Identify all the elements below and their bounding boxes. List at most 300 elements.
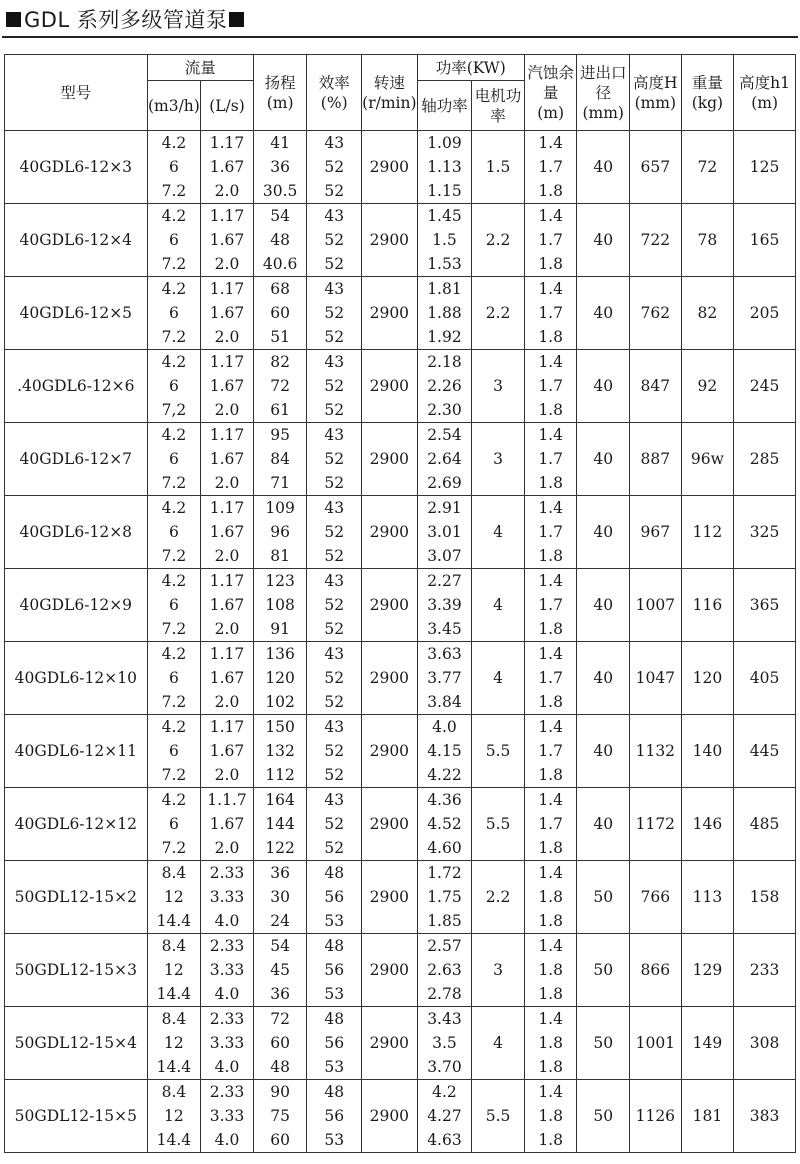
cell-flow-m3h-value: 14.4 — [156, 985, 192, 1003]
cell-shaft-power-value: 4.2 — [432, 1083, 457, 1101]
cell-model: 40GDL6-12×4 — [5, 204, 148, 277]
cell-bore: 50 — [577, 1080, 630, 1153]
cell-efficiency — [307, 861, 362, 934]
cell-head-value: 90 — [270, 1083, 290, 1101]
cell-shaft-power-value: 4.22 — [427, 766, 462, 784]
cell-head — [253, 861, 307, 934]
cell-shaft-power-value: 4.36 — [427, 791, 462, 809]
cell-height-h1: 308 — [734, 1007, 796, 1080]
cell-motor-power: 4 — [472, 642, 525, 715]
cell-model: 40GDL6-12×5 — [5, 277, 148, 350]
cell-head — [253, 788, 307, 861]
cell-flow-ls-value: 1.67 — [209, 450, 245, 468]
cell-shaft-power-value: 4.60 — [427, 839, 462, 857]
cell-weight: 96w — [681, 423, 734, 496]
cell-motor-power: 4 — [472, 496, 525, 569]
cell-bore: 50 — [577, 1007, 630, 1080]
cell-flow-m3h-value: 4.2 — [161, 718, 187, 736]
cell-bore: 40 — [577, 788, 630, 861]
cell-npsh-value: 1.4 — [538, 1010, 563, 1028]
cell-flow-ls-value: 1.67 — [209, 523, 245, 541]
cell-efficiency-value: 52 — [324, 669, 345, 687]
cell-height-h1: 383 — [734, 1080, 796, 1153]
cell-flow-ls — [201, 131, 254, 204]
table-row — [5, 131, 796, 204]
title-square-left — [6, 12, 21, 27]
cell-weight: 78 — [681, 204, 734, 277]
cell-head-value: 109 — [265, 499, 295, 517]
cell-head — [253, 423, 307, 496]
cell-flow-ls-value: 3.33 — [209, 888, 245, 906]
cell-speed: 2900 — [362, 642, 418, 715]
cell-npsh-value: 1.8 — [538, 255, 563, 273]
cell-motor-power: 2.2 — [472, 204, 525, 277]
cell-npsh-value: 1.7 — [538, 596, 563, 614]
cell-flow-ls — [201, 277, 254, 350]
table-row — [5, 788, 796, 861]
cell-flow-m3h-value: 12 — [164, 888, 184, 906]
cell-model: 50GDL12-15×5 — [5, 1080, 148, 1153]
cell-flow-m3h — [147, 277, 201, 350]
header-flow-ls: (L/s) — [201, 81, 254, 131]
header-npsh-unit: (m) — [537, 103, 565, 122]
header-flow-m3h: (m3/h) — [147, 81, 201, 131]
cell-efficiency — [307, 642, 362, 715]
cell-flow-m3h-value: 14.4 — [156, 912, 192, 930]
cell-flow-m3h-value: 4.2 — [161, 791, 187, 809]
cell-weight: 112 — [681, 496, 734, 569]
cell-npsh-value: 1.4 — [538, 1083, 563, 1101]
cell-npsh-value: 1.8 — [538, 328, 563, 346]
page-title — [6, 4, 244, 34]
cell-flow-m3h-value: 7.2 — [161, 839, 187, 857]
cell-shaft-power — [417, 788, 472, 861]
header-speed — [362, 55, 418, 131]
cell-shaft-power-value: 4.63 — [427, 1131, 462, 1149]
cell-efficiency — [307, 423, 362, 496]
cell-speed: 2900 — [362, 861, 418, 934]
cell-npsh-value: 1.7 — [538, 377, 563, 395]
cell-npsh-value: 1.4 — [538, 207, 563, 225]
table-row — [5, 350, 796, 423]
cell-flow-m3h-value: 6 — [168, 523, 179, 541]
cell-flow-ls — [201, 569, 254, 642]
cell-efficiency — [307, 1007, 362, 1080]
cell-head-value: 164 — [265, 791, 295, 809]
cell-flow-ls — [201, 1007, 254, 1080]
cell-head-value: 24 — [270, 912, 290, 930]
cell-efficiency-value: 52 — [324, 231, 345, 249]
cell-npsh-value: 1.8 — [538, 1131, 563, 1149]
cell-flow-m3h-value: 4.2 — [161, 134, 187, 152]
cell-efficiency-value: 53 — [324, 912, 345, 930]
cell-weight: 149 — [681, 1007, 734, 1080]
cell-npsh — [524, 715, 577, 788]
cell-flow-m3h-value: 12 — [164, 1107, 184, 1125]
cell-flow-ls — [201, 788, 254, 861]
cell-head-value: 72 — [270, 1010, 290, 1028]
cell-flow-m3h-value: 6 — [168, 742, 179, 760]
cell-speed: 2900 — [362, 423, 418, 496]
cell-flow-m3h — [147, 131, 201, 204]
cell-flow-ls-value: 2.0 — [214, 255, 240, 273]
table-row — [5, 496, 796, 569]
cell-flow-m3h-value: 6 — [168, 304, 179, 322]
cell-flow-ls-value: 3.33 — [209, 961, 245, 979]
cell-npsh-value: 1.8 — [538, 182, 563, 200]
cell-npsh-value: 1.7 — [538, 742, 563, 760]
cell-shaft-power-value: 2.63 — [427, 961, 462, 979]
cell-model: 40GDL6-12×8 — [5, 496, 148, 569]
cell-head-value: 91 — [270, 620, 290, 638]
cell-flow-m3h-value: 8.4 — [161, 1083, 187, 1101]
cell-shaft-power-value: 1.15 — [427, 182, 462, 200]
cell-efficiency-value: 52 — [324, 742, 345, 760]
cell-head — [253, 204, 307, 277]
cell-npsh-value: 1.4 — [538, 572, 563, 590]
cell-npsh-value: 1.8 — [538, 620, 563, 638]
cell-shaft-power-value: 4.0 — [432, 718, 457, 736]
cell-height-H: 1126 — [630, 1080, 682, 1153]
cell-shaft-power-value: 1.45 — [427, 207, 462, 225]
cell-flow-ls-value: 1.67 — [209, 815, 245, 833]
cell-npsh-value: 1.8 — [538, 1034, 563, 1052]
cell-speed: 2900 — [362, 934, 418, 1007]
cell-height-h1: 285 — [734, 423, 796, 496]
cell-height-h1: 365 — [734, 569, 796, 642]
cell-efficiency-value: 52 — [324, 328, 345, 346]
cell-npsh-value: 1.7 — [538, 450, 563, 468]
cell-flow-m3h — [147, 204, 201, 277]
cell-npsh-value: 1.8 — [538, 547, 563, 565]
cell-shaft-power-value: 3.07 — [427, 547, 462, 565]
cell-head-value: 68 — [270, 280, 290, 298]
cell-flow-m3h — [147, 1007, 201, 1080]
cell-shaft-power-value: 1.75 — [427, 888, 462, 906]
cell-head-value: 41 — [270, 134, 290, 152]
cell-flow-m3h-value: 7.2 — [161, 547, 187, 565]
cell-npsh — [524, 1007, 577, 1080]
cell-efficiency-value: 52 — [324, 182, 345, 200]
table-row — [5, 861, 796, 934]
cell-flow-m3h-value: 14.4 — [156, 1131, 192, 1149]
cell-head-value: 36 — [270, 864, 290, 882]
cell-shaft-power — [417, 423, 472, 496]
cell-height-h1: 245 — [734, 350, 796, 423]
cell-npsh-value: 1.4 — [538, 791, 563, 809]
header-height-h1-label: 高度h1 — [739, 73, 791, 92]
cell-efficiency-value: 52 — [324, 158, 345, 176]
cell-shaft-power-value: 2.30 — [427, 401, 462, 419]
cell-height-H: 1007 — [630, 569, 682, 642]
cell-shaft-power-value: 3.77 — [427, 669, 462, 687]
cell-flow-ls-value: 3.33 — [209, 1107, 245, 1125]
cell-weight: 113 — [681, 861, 734, 934]
cell-shaft-power-value: 2.69 — [427, 474, 462, 492]
cell-shaft-power-value: 2.18 — [427, 353, 462, 371]
cell-efficiency-value: 52 — [324, 377, 345, 395]
cell-head-value: 30.5 — [262, 182, 298, 200]
header-bore-label: 进出口径 — [579, 63, 627, 102]
cell-shaft-power — [417, 204, 472, 277]
cell-shaft-power — [417, 496, 472, 569]
cell-efficiency-value: 52 — [324, 450, 345, 468]
cell-npsh — [524, 496, 577, 569]
header-height-h1 — [734, 55, 796, 131]
cell-shaft-power — [417, 569, 472, 642]
cell-efficiency-value: 43 — [324, 134, 345, 152]
cell-shaft-power-value: 1.53 — [427, 255, 462, 273]
header-height-h1-unit: (m) — [751, 93, 778, 112]
cell-motor-power: 1.5 — [472, 131, 525, 204]
cell-bore: 40 — [577, 204, 630, 277]
cell-head-value: 120 — [265, 669, 295, 687]
cell-height-H: 1132 — [630, 715, 682, 788]
cell-flow-ls-value: 1.67 — [209, 304, 245, 322]
cell-flow-ls-value: 1.17 — [209, 426, 245, 444]
cell-npsh-value: 1.8 — [538, 401, 563, 419]
cell-flow-m3h-value: 7.2 — [161, 766, 187, 784]
cell-head-value: 60 — [270, 1131, 290, 1149]
cell-model: 40GDL6-12×3 — [5, 131, 148, 204]
cell-motor-power: 5.5 — [472, 1080, 525, 1153]
cell-height-h1: 405 — [734, 642, 796, 715]
cell-height-H: 766 — [630, 861, 682, 934]
cell-flow-ls-value: 3.33 — [209, 1034, 245, 1052]
cell-weight: 129 — [681, 934, 734, 1007]
cell-npsh-value: 1.8 — [538, 961, 563, 979]
cell-speed: 2900 — [362, 350, 418, 423]
cell-npsh-value: 1.8 — [538, 1058, 563, 1076]
cell-flow-m3h-value: 7.2 — [161, 693, 187, 711]
header-head-unit: (m) — [266, 93, 294, 112]
cell-bore: 50 — [577, 934, 630, 1007]
cell-speed: 2900 — [362, 788, 418, 861]
cell-head-value: 75 — [270, 1107, 290, 1125]
cell-height-H: 762 — [630, 277, 682, 350]
cell-flow-m3h-value: 7.2 — [161, 620, 187, 638]
cell-efficiency-value: 56 — [324, 1034, 345, 1052]
cell-npsh — [524, 642, 577, 715]
cell-efficiency-value: 56 — [324, 961, 345, 979]
cell-shaft-power-value: 3.63 — [427, 645, 462, 663]
cell-height-h1: 485 — [734, 788, 796, 861]
table-row — [5, 642, 796, 715]
cell-npsh — [524, 277, 577, 350]
cell-npsh-value: 1.7 — [538, 304, 563, 322]
cell-flow-ls-value: 1.17 — [209, 572, 245, 590]
cell-flow-ls-value: 1.17 — [209, 499, 245, 517]
cell-head — [253, 1080, 307, 1153]
cell-shaft-power-value: 1.92 — [427, 328, 462, 346]
cell-height-H: 866 — [630, 934, 682, 1007]
cell-head — [253, 277, 307, 350]
cell-flow-ls — [201, 350, 254, 423]
cell-npsh-value: 1.7 — [538, 231, 563, 249]
cell-efficiency-value: 43 — [324, 280, 345, 298]
cell-npsh-value: 1.4 — [538, 718, 563, 736]
cell-efficiency-value: 43 — [324, 791, 345, 809]
header-head — [253, 55, 307, 131]
cell-model: 50GDL12-15×3 — [5, 934, 148, 1007]
cell-head — [253, 569, 307, 642]
cell-flow-ls-value: 2.0 — [214, 474, 240, 492]
cell-efficiency — [307, 1080, 362, 1153]
cell-efficiency-value: 52 — [324, 523, 345, 541]
cell-npsh — [524, 569, 577, 642]
cell-head-value: 123 — [265, 572, 295, 590]
cell-flow-m3h-value: 6 — [168, 596, 179, 614]
cell-npsh-value: 1.8 — [538, 888, 563, 906]
cell-flow-ls-value: 2.33 — [209, 937, 245, 955]
cell-flow-ls-value: 1.17 — [209, 280, 245, 298]
cell-head-value: 102 — [265, 693, 295, 711]
cell-flow-ls — [201, 861, 254, 934]
cell-flow-m3h-value: 6 — [168, 231, 179, 249]
cell-npsh-value: 1.4 — [538, 937, 563, 955]
cell-head-value: 54 — [270, 207, 290, 225]
cell-npsh — [524, 788, 577, 861]
cell-model: 50GDL12-15×2 — [5, 861, 148, 934]
cell-shaft-power-value: 1.13 — [427, 158, 462, 176]
cell-npsh — [524, 1080, 577, 1153]
cell-flow-m3h — [147, 423, 201, 496]
cell-head — [253, 1007, 307, 1080]
cell-flow-ls-value: 2.0 — [214, 839, 240, 857]
cell-motor-power: 5.5 — [472, 788, 525, 861]
cell-shaft-power-value: 4.27 — [427, 1107, 462, 1125]
cell-height-H: 722 — [630, 204, 682, 277]
cell-bore: 40 — [577, 131, 630, 204]
table-header — [5, 55, 796, 131]
cell-head — [253, 934, 307, 1007]
cell-efficiency-value: 48 — [324, 1083, 345, 1101]
header-npsh — [524, 55, 577, 131]
table-row — [5, 569, 796, 642]
cell-efficiency — [307, 496, 362, 569]
cell-shaft-power — [417, 715, 472, 788]
cell-efficiency-value: 43 — [324, 499, 345, 517]
cell-motor-power: 2.2 — [472, 861, 525, 934]
cell-flow-m3h-value: 4.2 — [161, 426, 187, 444]
cell-flow-ls-value: 2.0 — [214, 766, 240, 784]
cell-speed: 2900 — [362, 1007, 418, 1080]
cell-height-H: 967 — [630, 496, 682, 569]
table-row — [5, 1007, 796, 1080]
cell-head-value: 71 — [270, 474, 290, 492]
cell-npsh-value: 1.4 — [538, 280, 563, 298]
cell-flow-m3h-value: 7.2 — [161, 255, 187, 273]
cell-efficiency-value: 56 — [324, 1107, 345, 1125]
cell-flow-m3h-value: 6 — [168, 815, 179, 833]
cell-shaft-power — [417, 934, 472, 1007]
cell-shaft-power-value: 2.26 — [427, 377, 462, 395]
cell-motor-power: 3 — [472, 423, 525, 496]
cell-head-value: 48 — [270, 231, 290, 249]
cell-efficiency-value: 52 — [324, 255, 345, 273]
table-row — [5, 1080, 796, 1153]
header-shaft-power: 轴功率 — [417, 81, 472, 131]
cell-model: 40GDL6-12×7 — [5, 423, 148, 496]
cell-flow-m3h — [147, 1080, 201, 1153]
cell-shaft-power — [417, 277, 472, 350]
cell-npsh — [524, 204, 577, 277]
cell-head-value: 72 — [270, 377, 290, 395]
cell-npsh-value: 1.8 — [538, 912, 563, 930]
header-bore-unit: (mm) — [582, 103, 624, 122]
cell-bore: 40 — [577, 350, 630, 423]
cell-shaft-power — [417, 1007, 472, 1080]
cell-flow-m3h — [147, 350, 201, 423]
cell-efficiency-value: 43 — [324, 353, 345, 371]
header-height-H-label: 高度H — [633, 73, 678, 92]
cell-flow-m3h-value: 4.2 — [161, 645, 187, 663]
cell-head-value: 30 — [270, 888, 290, 906]
cell-shaft-power-value: 3.84 — [427, 693, 462, 711]
cell-bore: 40 — [577, 277, 630, 350]
cell-flow-m3h-value: 4.2 — [161, 207, 187, 225]
cell-npsh-value: 1.4 — [538, 499, 563, 517]
header-efficiency-unit: (%) — [320, 93, 348, 112]
cell-flow-ls-value: 2.0 — [214, 328, 240, 346]
cell-height-H: 847 — [630, 350, 682, 423]
cell-flow-ls-value: 1.17 — [209, 718, 245, 736]
cell-bore: 40 — [577, 496, 630, 569]
cell-head-value: 82 — [270, 353, 290, 371]
cell-flow-ls — [201, 204, 254, 277]
header-bore — [577, 55, 630, 131]
cell-head-value: 132 — [265, 742, 295, 760]
cell-speed: 2900 — [362, 715, 418, 788]
cell-head-value: 60 — [270, 1034, 290, 1052]
cell-npsh-value: 1.4 — [538, 426, 563, 444]
header-head-label: 扬程 — [264, 73, 296, 92]
cell-head-value: 51 — [270, 328, 290, 346]
cell-shaft-power-value: 3.45 — [427, 620, 462, 638]
cell-flow-ls-value: 4.0 — [214, 1131, 240, 1149]
cell-shaft-power-value: 3.01 — [427, 523, 462, 541]
cell-efficiency — [307, 131, 362, 204]
header-height-H-unit: (mm) — [634, 93, 677, 112]
cell-height-H: 1172 — [630, 788, 682, 861]
cell-flow-ls — [201, 1080, 254, 1153]
cell-efficiency — [307, 277, 362, 350]
table-row — [5, 715, 796, 788]
cell-flow-m3h-value: 6 — [168, 377, 179, 395]
cell-head-value: 60 — [270, 304, 290, 322]
title-text: GDL 系列多级管道泵 — [24, 8, 228, 32]
table-body — [5, 131, 796, 1153]
cell-shaft-power-value: 3.43 — [427, 1010, 462, 1028]
cell-motor-power: 4 — [472, 1007, 525, 1080]
cell-head-value: 112 — [265, 766, 295, 784]
cell-efficiency-value: 48 — [324, 864, 345, 882]
cell-height-H: 1001 — [630, 1007, 682, 1080]
cell-npsh — [524, 350, 577, 423]
cell-flow-ls-value: 1.17 — [209, 353, 245, 371]
cell-head-value: 96 — [270, 523, 290, 541]
cell-head-value: 81 — [270, 547, 290, 565]
cell-npsh-value: 1.7 — [538, 158, 563, 176]
cell-flow-ls-value: 2.0 — [214, 182, 240, 200]
cell-head-value: 84 — [270, 450, 290, 468]
cell-bore: 40 — [577, 642, 630, 715]
cell-efficiency — [307, 715, 362, 788]
header-motor-power: 电机功率 — [472, 81, 525, 131]
cell-efficiency — [307, 204, 362, 277]
cell-npsh-value: 1.8 — [538, 766, 563, 784]
cell-npsh — [524, 131, 577, 204]
